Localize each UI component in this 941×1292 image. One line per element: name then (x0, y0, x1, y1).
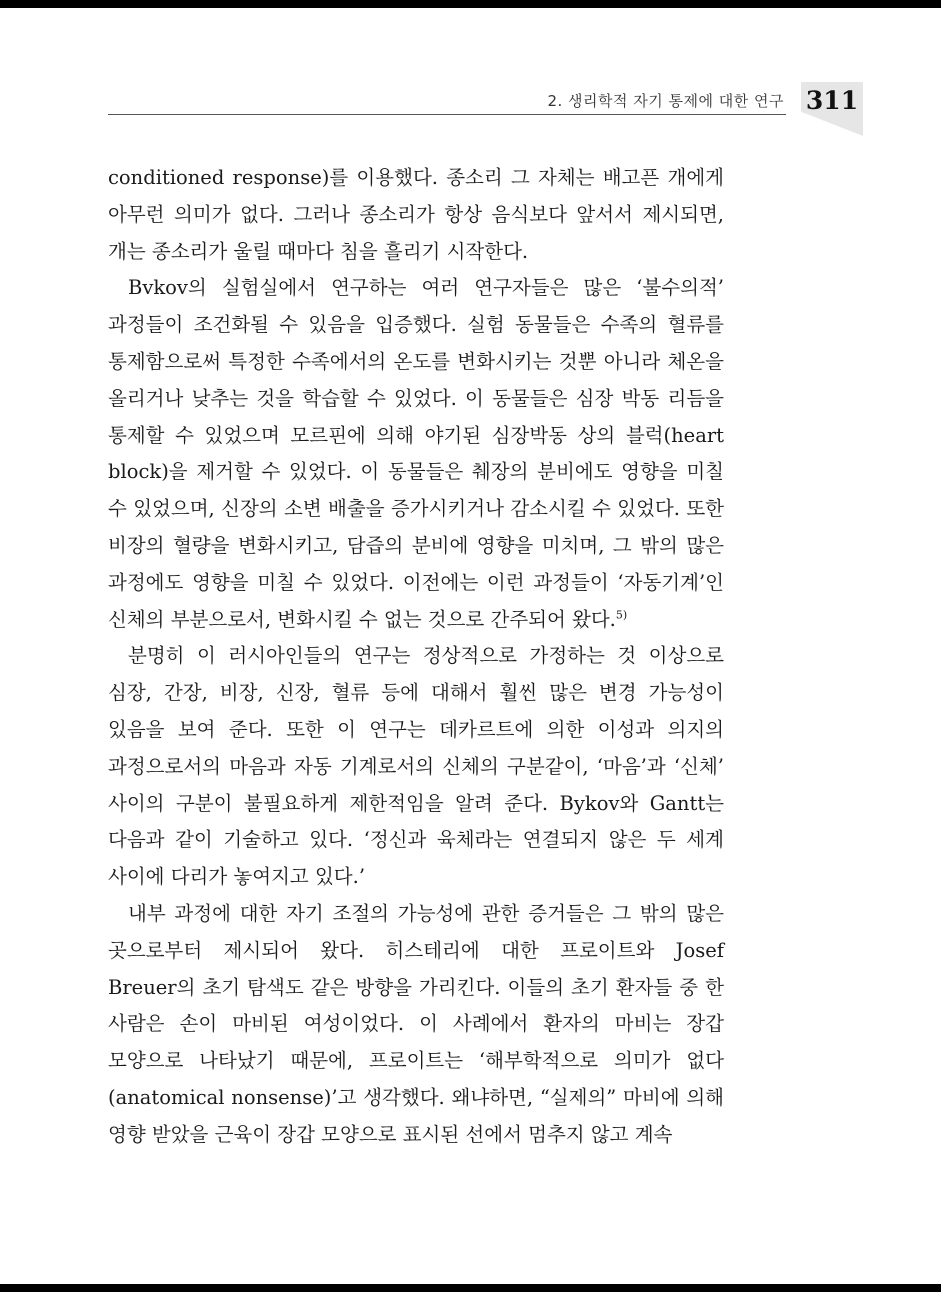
paragraph-4 (108, 896, 724, 1154)
paragraph-2 (108, 270, 724, 638)
top-border-bar (0, 0, 941, 8)
paragraph-4-text: 내부 과정에 대한 자기 조절의 가능성에 관한 증거들은 그 밖의 많은 곳으로부터 제시되어 왔다. 히스테리에 대한 프로이트와 Josef Breuer의 초기 탐색도 같은 방향을 가리킨다. 이들의 초기 환자들 중 한 사람은 손이 마비된 여성이었다. 이 사례에서 환자의 마비는 장갑 모양으로 나타났기 때문에, 프로이트는 ‘해부학적으로 의미가 없다(anatomical nonsense)’고 생각했다. 왜냐하면, “실제의” 마비에 의해 영향 받았을 근육이 장갑 모양으로 표시된 선에서 멈추지 않고 계속 (108, 901, 724, 1146)
header-rule (108, 114, 786, 115)
paragraph-2-text: Bvkov의 실험실에서 연구하는 여러 연구자들은 많은 ‘불수의적’ 과정들이 조건화될 수 있음을 입증했다. 실험 동물들은 수족의 혈류를 통제함으로써 특정한 수족에서의 온도를 변화시키는 것뿐 아니라 체온을 올리거나 낮추는 것을 학습할 수 있었다. 이 동물들은 심장 박동 리듬을 통제할 수 있었으며 모르핀에 의해 야기된 심장박동 상의 블럭(heart block)을 제거할 수 있었다. 이 동물들은 췌장의 분비에도 영향을 미칠 수 있었으며, 신장의 소변 배출을 증가시키거나 감소시킬 수 있었다. 또한 비장의 혈량을 변화시키고, 담즙의 분비에 영향을 미치며, 그 밖의 많은 과정에도 영향을 미칠 수 있었다. 이전에는 이런 과정들이 ‘자동기계’인 신체의 부분으로서, 변화시킬 수 없는 것으로 간주되어 왔다. (108, 276, 724, 631)
running-header-title: 2. 생리학적 자기 통제에 대한 연구 (547, 92, 784, 110)
paragraph-3-text: 분명히 이 러시아인들의 연구는 정상적으로 가정하는 것 이상으로 심장, 간장, 비장, 신장, 혈류 등에 대해서 훨씬 많은 변경 가능성이 있음을 보여 준다. 또한 이 연구는 데카르트에 의한 이성과 의지의 과정으로서의 마음과 자동 기계로서의 신체의 구분같이, ‘마음’과 ‘신체’ 사이의 구분이 불필요하게 제한적임을 알려 준다. Bykov와 Gantt는 다음과 같이 기술하고 있다. ‘정신과 육체라는 연결되지 않은 두 세계 사이에 다리가 놓여지고 있다.’ (108, 644, 724, 889)
page-number: 311 (805, 86, 859, 115)
paragraph-3 (108, 638, 724, 896)
paragraph-1 (108, 160, 724, 270)
footnote-reference: 5) (615, 608, 628, 622)
paragraph-1-text: conditioned response)를 이용했다. 종소리 그 자체는 배고픈 개에게 아무런 의미가 없다. 그러나 종소리가 항상 음식보다 앞서서 제시되면, 개는 종소리가 울릴 때마다 침을 흘리기 시작한다. (108, 166, 724, 263)
body-text (108, 160, 724, 1154)
bottom-border-bar (0, 1284, 941, 1292)
